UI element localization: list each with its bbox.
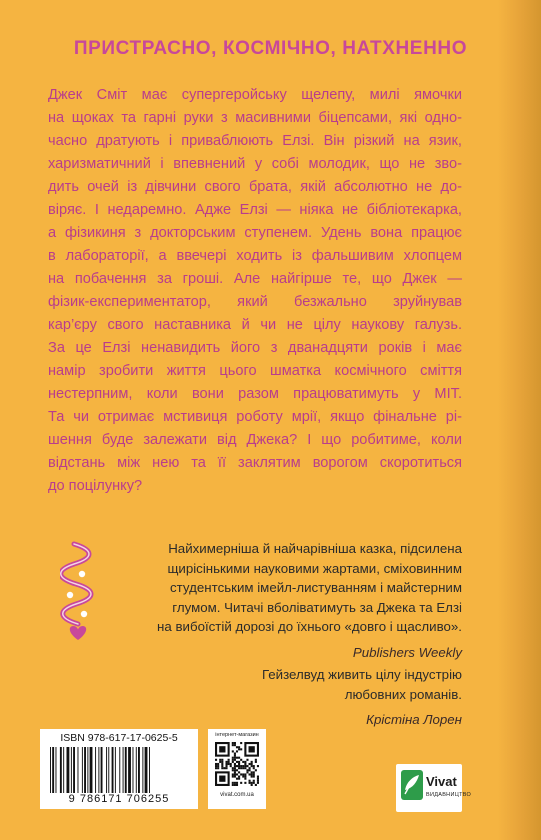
publisher-logo [396, 764, 472, 812]
blurb-line: шення буде залежати від Джека? І що робитиме, коли [48, 432, 462, 448]
blurb-line: віряє. І недаремно. Адже Елзі — ніяка не бібліотекарка, [48, 202, 462, 218]
blurb-line: харизматичний і впевнений у собі молодик, що не зво- [48, 156, 462, 172]
publisher-name: Vivat [426, 774, 457, 789]
blurb-line: на щоках та гарні руки з масивними біцепсами, які одно- [48, 110, 462, 126]
vivat-leaf-icon [401, 770, 423, 800]
review-line: студентським імейл-листуванням і майстерним [170, 580, 462, 596]
review-line: на вибоїстій дорозі до їхнього «довго і щасливо». [157, 619, 462, 635]
review-line: любовних романів. [344, 686, 462, 702]
review-line: глумом. Читачі вболіватимуть за Джека та Елзі [172, 599, 462, 615]
tagline: ПРИСТРАСНО, КОСМІЧНО, НАТХНЕННО [73, 38, 468, 59]
blurb-line: в лабораторії, а ввечері ходить із фальшивим хлопцем [48, 248, 462, 264]
review-publishers-weekly [120, 539, 462, 663]
blurb-line: до поцілунку? [48, 478, 143, 494]
qr-label: інтернет-магазин [215, 732, 259, 738]
blurb-line: Та чи отримає мстивиця роботу мрії, якщо фінальне рі- [48, 409, 462, 425]
review-line: Найхимерніша й найчарівніша казка, підсилена [168, 541, 462, 556]
barcode-digits: 9 786171 706255 [68, 793, 170, 805]
isbn-label: ISBN 978-617-17-0625-5 [60, 732, 178, 744]
blurb-line: намір зробити життя цього шматка космічного сміття [48, 363, 462, 379]
blurb-line: часно дратують і приваблюють Елзі. Він різкий на язик, [48, 133, 462, 149]
review-line: Гейзелвуд живить цілу індустрію [261, 667, 462, 682]
qr-code-icon [215, 742, 259, 786]
review-christina-lauren [120, 665, 462, 730]
review-source: Publishers Weekly [352, 644, 462, 660]
blurb-text [48, 84, 462, 498]
qr-url: vivat.com.ua [220, 792, 254, 798]
blurb-line: дить очей із дівчини свого брата, якій абсолютно не до- [48, 179, 462, 195]
qr-code-box [208, 729, 266, 809]
review-line: щирісінькими науковими жартами, сміховинним [167, 560, 462, 576]
barcode-icon [48, 747, 190, 793]
publisher-subtitle: ВИДАВНИЦТВО [426, 792, 472, 798]
blurb-line: фізик-експериментатор, який безжально зруйнував [48, 294, 462, 310]
blurb-line: відстань між нею та її заклятим ворогом скоротиться [48, 455, 462, 471]
blurb-line: нестерпним, коли вони разом працюватимуть у MIT. [48, 386, 462, 402]
isbn-barcode-box [40, 729, 198, 809]
blurb-line: на побачення за гроші. Але найгірше те, що Джек — [48, 271, 462, 287]
blurb-line: За це Елзі ненавидить його з дванадцяти років і має [48, 340, 462, 356]
blurb-line: кар’єру свого наставника й чи не цілу наукову галузь. [48, 317, 462, 333]
review-source: Крістіна Лорен [366, 712, 462, 728]
blurb-line: а фізикиня з докторським ступенем. Удень вона працює [48, 225, 462, 241]
blurb-line: Джек Сміт має супергеройську щелепу, милі ямочки [48, 87, 462, 103]
squiggle-heart-icon [60, 540, 100, 645]
